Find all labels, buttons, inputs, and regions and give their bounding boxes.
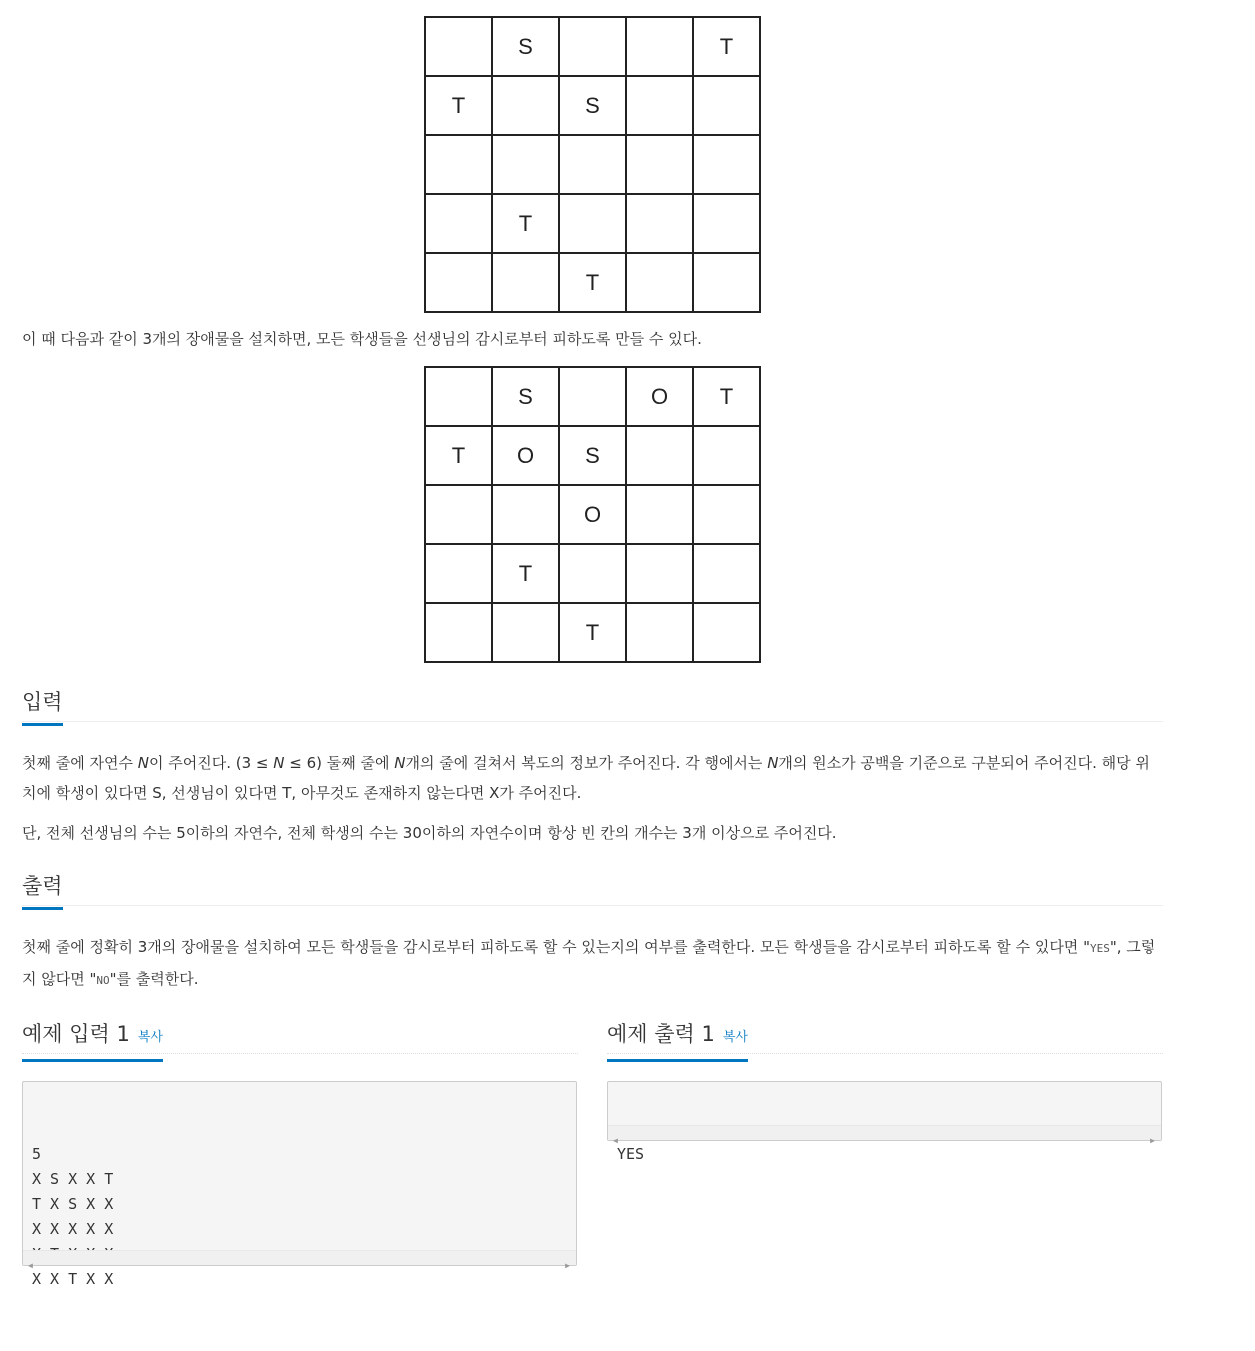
sample-input-scrollbar[interactable]: [23, 1250, 576, 1270]
grid-cell: [426, 486, 493, 545]
grid-cell: [627, 427, 694, 486]
grid-cell: [627, 18, 694, 77]
hallway-grid-after: [424, 366, 761, 663]
grid-cell: T: [493, 195, 560, 254]
grid-cell: S: [560, 427, 627, 486]
output-description: 첫째 줄에 정확히 3개의 장애물을 설치하여 모든 학생들을 감시로부터 피하도록 할 수 있는지의 여부를 출력한다. 모든 학생들을 감시로부터 피하도록 할 수 있다면 "YES", 그렇지 않다면 "NO"를 출력한다.: [22, 938, 1156, 988]
grid-cell: [627, 77, 694, 136]
grid-cell: S: [493, 368, 560, 427]
grid-cell: T: [560, 254, 627, 313]
grid-cell: O: [560, 486, 627, 545]
grid-cell: [560, 368, 627, 427]
grid-cell: O: [627, 368, 694, 427]
copy-input-button[interactable]: 복사: [137, 1030, 163, 1045]
grid-cell: [694, 604, 761, 663]
grid-cell: [426, 545, 493, 604]
grid-cell: T: [426, 77, 493, 136]
sample-output-box[interactable]: [607, 1081, 1162, 1145]
grid-cell: [560, 136, 627, 195]
sample-input-box[interactable]: [22, 1081, 577, 1288]
sample-output-scrollbar[interactable]: [608, 1125, 1161, 1145]
grid-cell: [426, 604, 493, 663]
grid-cell: [426, 136, 493, 195]
grid-cell: [560, 195, 627, 254]
scroll-left-icon[interactable]: ◀: [28, 1261, 33, 1270]
grid-cell: [627, 254, 694, 313]
grid-cell: [493, 136, 560, 195]
grid-cell: [627, 195, 694, 254]
explanation-text: 이 때 다음과 같이 3개의 장애물을 설치하면, 모든 학생들을 선생님의 감시로부터 피하도록 만들 수 있다.: [22, 330, 702, 348]
grid-cell: [560, 545, 627, 604]
grid-cell: T: [694, 368, 761, 427]
grid-cell: [560, 18, 627, 77]
grid-cell: [426, 18, 493, 77]
grid-cell: T: [560, 604, 627, 663]
grid-cell: [694, 545, 761, 604]
grid-cell: O: [493, 427, 560, 486]
sample-input-header: [22, 1016, 578, 1054]
grid-cell: [627, 545, 694, 604]
grid-cell: T: [694, 18, 761, 77]
yes-code: YES: [1089, 942, 1110, 955]
grid-cell: [694, 195, 761, 254]
grid-cell: [694, 427, 761, 486]
grid-cell: [694, 486, 761, 545]
grid-cell: S: [493, 18, 560, 77]
input-section-header: [22, 684, 1163, 722]
grid-cell: T: [493, 545, 560, 604]
grid-cell: [426, 195, 493, 254]
input-description: 첫째 줄에 자연수 N이 주어진다. (3 ≤ N ≤ 6) 둘째 줄에 N개의 줄에 걸쳐서 복도의 정보가 주어진다. 각 행에서는 N개의 원소가 공백을 기준으로 구분되어 주어진다. 해당 위치에 학생이 있다면 S, 선생님이 있다면 T, 아무것도 존재하지 않는다면 X가 주어진다.: [22, 754, 1150, 802]
grid-cell: [493, 486, 560, 545]
grid-cell: [694, 77, 761, 136]
grid-cell: [426, 368, 493, 427]
sample-output-header: [607, 1016, 1163, 1054]
copy-output-button[interactable]: 복사: [722, 1030, 748, 1045]
grid-cell: [627, 486, 694, 545]
grid-cell: [426, 254, 493, 313]
sample-input-title: 예제 입력 1 복사: [22, 1017, 163, 1062]
input-section-title: 입력: [22, 685, 63, 726]
grid-cell: [493, 604, 560, 663]
scroll-right-icon[interactable]: ▶: [565, 1261, 570, 1270]
hallway-grid-before: [424, 16, 761, 313]
output-section-header: [22, 868, 1163, 906]
scroll-right-icon[interactable]: ▶: [1150, 1136, 1155, 1145]
sample-output-title: 예제 출력 1 복사: [607, 1017, 748, 1062]
grid-cell: [493, 254, 560, 313]
grid-cell: [627, 136, 694, 195]
grid-cell: [694, 254, 761, 313]
grid-cell: [694, 136, 761, 195]
input-constraints: 단, 전체 선생님의 수는 5이하의 자연수, 전체 학생의 수는 30이하의 자연수이며 항상 빈 칸의 개수는 3개 이상으로 주어진다.: [22, 824, 837, 842]
sample-input-content: 5 X S X X T T X S X X X X X X X T X X: [32, 1145, 114, 1288]
grid-cell: T: [426, 427, 493, 486]
grid-cell: S: [560, 77, 627, 136]
output-section-title: 출력: [22, 869, 63, 910]
grid-cell: [627, 604, 694, 663]
no-code: NO: [96, 974, 110, 987]
grid-cell: [493, 77, 560, 136]
sample-output-content: [617, 1142, 1152, 1167]
scroll-left-icon[interactable]: ◀: [613, 1136, 618, 1145]
